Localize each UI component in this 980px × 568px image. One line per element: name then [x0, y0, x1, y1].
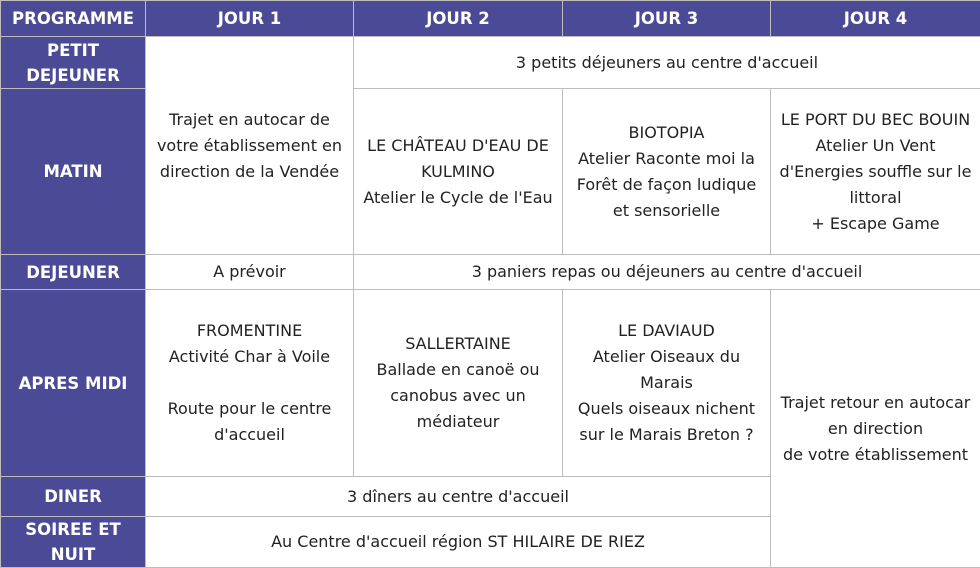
cell-apres-midi-jour-4: Trajet retour en autocar en direction de votre établissement: [771, 290, 980, 568]
header-jour-3: JOUR 3: [563, 1, 771, 37]
cell-soiree-jours-1-3: Au Centre d'accueil région ST HILAIRE DE RIEZ: [146, 517, 771, 568]
row-label-petit-dejeuner: PETIT DEJEUNER: [1, 37, 146, 89]
row-label-dejeuner: DEJEUNER: [1, 255, 146, 290]
cell-apres-midi-jour-3: LE DAVIAUD Atelier Oiseaux du Marais Quels oiseaux nichent sur le Marais Breton ?: [563, 290, 771, 477]
row-petit-dejeuner: [1, 37, 980, 89]
cell-apres-midi-jour-1: FROMENTINE Activité Char à Voile Route pour le centre d'accueil: [146, 290, 354, 477]
row-apres-midi: [1, 290, 980, 477]
header-jour-4: JOUR 4: [771, 1, 980, 37]
cell-matin-jour-4: LE PORT DU BEC BOUIN Atelier Un Vent d'Energies souffle sur le littoral + Escape Game: [771, 89, 980, 255]
cell-apres-midi-jour-2: SALLERTAINE Ballade en canoë ou canobus avec un médiateur: [354, 290, 563, 477]
cell-diner-jours-1-3: 3 dîners au centre d'accueil: [146, 477, 771, 517]
cell-matin-jour-1: Trajet en autocar de votre établissement en direction de la Vendée: [146, 37, 354, 255]
cell-matin-jour-3: BIOTOPIA Atelier Raconte moi la Forêt de façon ludique et sensorielle: [563, 89, 771, 255]
row-label-soiree: SOIREE ET NUIT: [1, 517, 146, 568]
header-programme: PROGRAMME: [1, 1, 146, 37]
row-label-matin: MATIN: [1, 89, 146, 255]
cell-matin-jour-2: LE CHÂTEAU D'EAU DE KULMINO Atelier le Cycle de l'Eau: [354, 89, 563, 255]
row-dejeuner: [1, 255, 980, 290]
header-jour-2: JOUR 2: [354, 1, 563, 37]
cell-dejeuner-jours-2-4: 3 paniers repas ou déjeuners au centre d'accueil: [354, 255, 980, 290]
row-label-apres-midi: APRES MIDI: [1, 290, 146, 477]
cell-petit-dejeuner-jours-2-4: 3 petits déjeuners au centre d'accueil: [354, 37, 980, 89]
cell-dejeuner-jour-1: A prévoir: [146, 255, 354, 290]
header-jour-1: JOUR 1: [146, 1, 354, 37]
row-label-diner: DINER: [1, 477, 146, 517]
header-row: [1, 1, 980, 37]
